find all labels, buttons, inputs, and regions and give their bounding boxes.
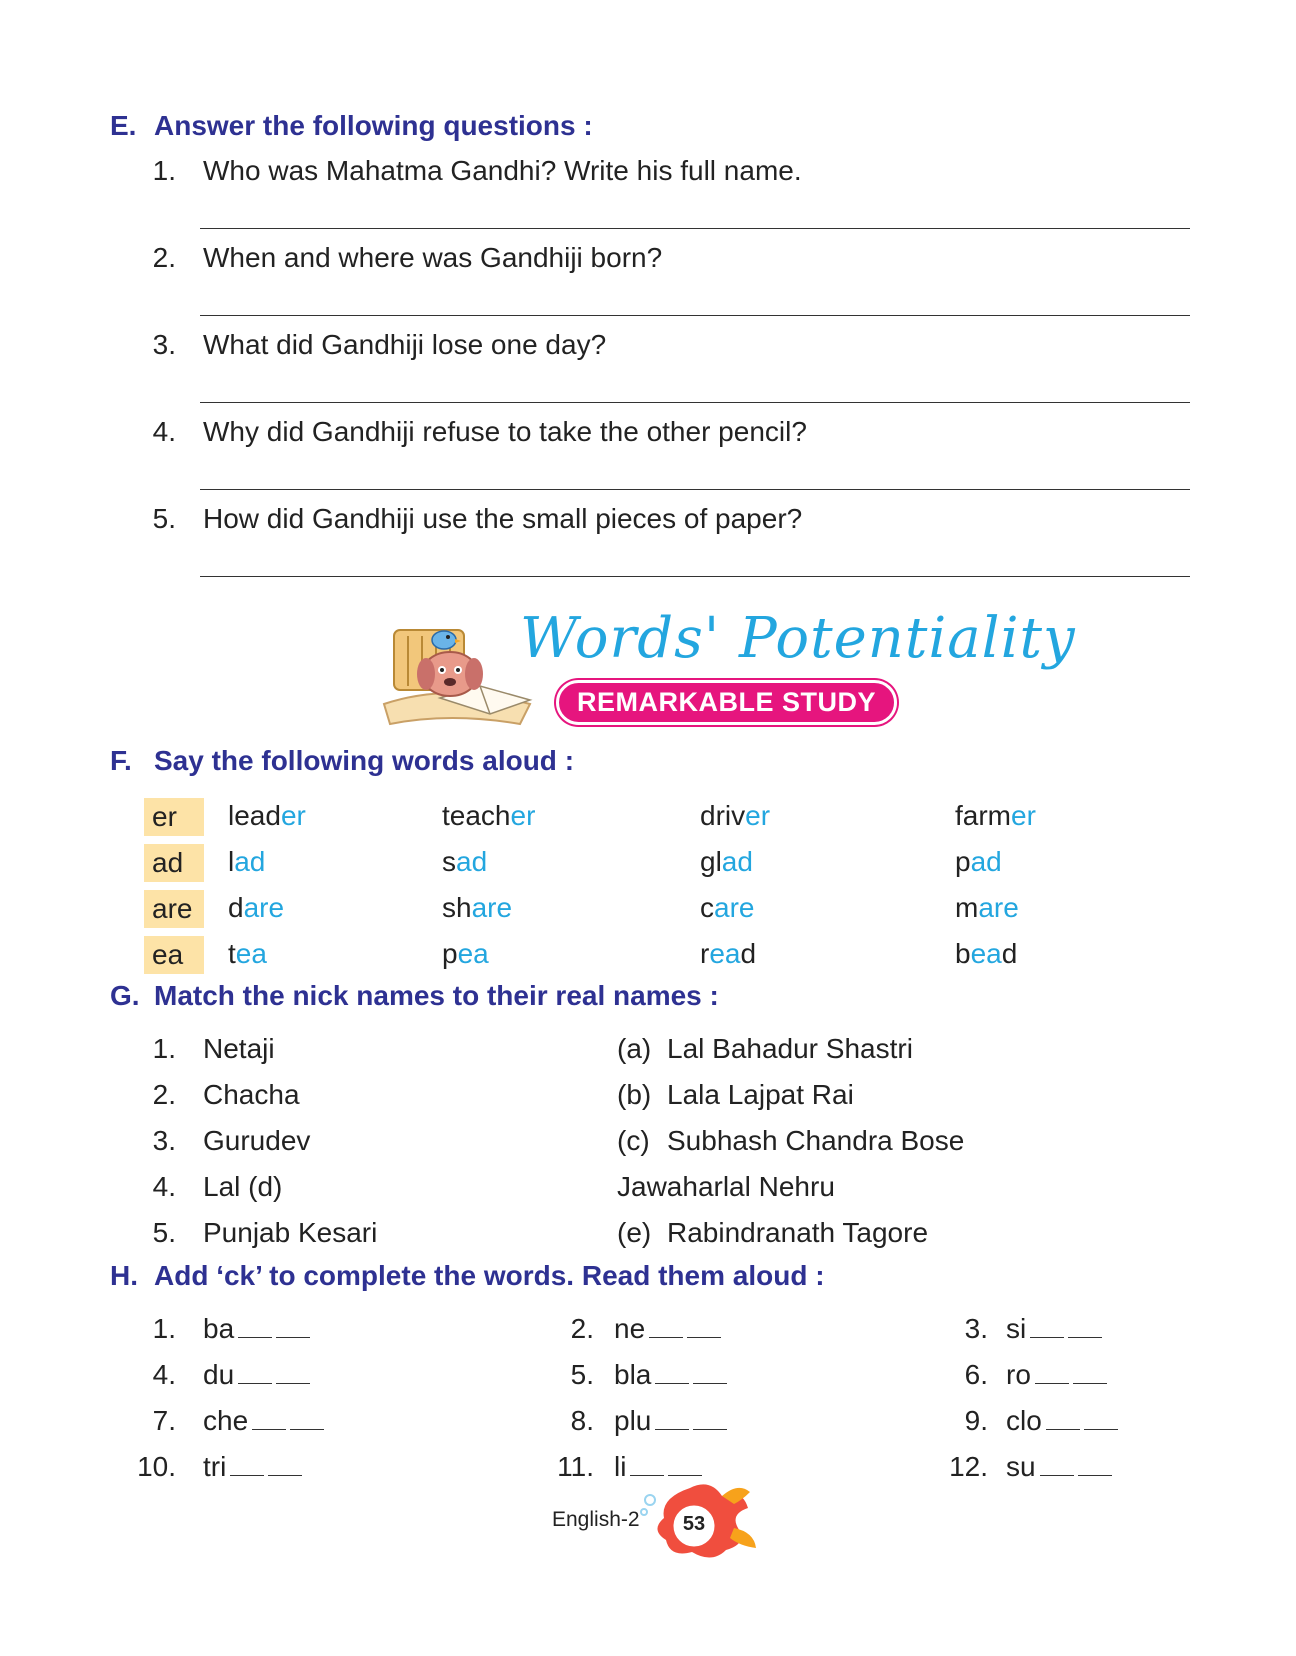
question-number: 4. [152,416,176,447]
question-text: How did Gandhiji use the small pieces of paper? [203,503,803,534]
section-letter: F. [110,745,132,776]
word: leader [228,800,306,831]
answer-line[interactable] [200,315,1190,316]
nickname-item: 4. Lal (d) [152,1171,283,1202]
realname-item: (a) Lal Bahadur Shastri [617,1033,913,1064]
nickname-item: 1. Netaji [152,1033,275,1064]
question-number: 5. [152,503,176,534]
answer-line[interactable] [200,402,1190,403]
question-item [0,329,1296,369]
words-potentiality-banner [380,606,1076,732]
question-text: What did Gandhiji lose one day? [203,329,607,360]
question-text: Who was Mahatma Gandhi? Write his full name. [203,155,802,186]
section-title: Match the nick names to their real names : [154,980,719,1011]
word: glad [700,846,753,877]
word: sad [442,846,488,877]
section-letter: H. [110,1260,138,1291]
section-f-heading [110,745,574,777]
question-number: 1. [152,155,176,186]
answer-line[interactable] [200,228,1190,229]
question-number: 2. [152,242,176,273]
page-number: 53 [682,1513,706,1535]
word: bead [955,938,1018,969]
realname-item: (b) Lala Lajpat Rai [617,1079,854,1110]
word: lad [228,846,266,877]
word: dare [228,892,285,923]
question-text: When and where was Gandhiji born? [203,242,663,273]
word: driver [700,800,771,831]
nickname-item: 2. Chacha [152,1079,300,1110]
word: farmer [955,800,1036,831]
suffix-label: ea [144,936,204,974]
question-text: Why did Gandhiji refuse to take the other pencil? [203,416,807,447]
banner-subtitle-pill: REMARKABLE STUDY [556,680,897,725]
section-title: Answer the following questions : [154,110,593,141]
word: pad [955,846,1002,877]
word: teacher [442,800,536,831]
question-item [0,242,1296,282]
suffix-label: ad [144,844,204,882]
realname-item: Jawaharlal Nehru [617,1171,835,1202]
section-e-heading [110,110,593,142]
word: mare [955,892,1019,923]
nickname-item: 3. Gurudev [152,1125,311,1156]
section-h-heading [110,1260,825,1292]
word: read [700,938,757,969]
nickname-item: 5. Punjab Kesari [152,1217,378,1248]
section-letter: G. [110,980,140,1011]
question-item [0,155,1296,195]
section-g-heading [110,980,719,1012]
suffix-label: are [144,890,204,928]
word: tea [228,938,267,969]
question-item [0,416,1296,456]
answer-line[interactable] [200,576,1190,577]
realname-item: (e) Rabindranath Tagore [617,1217,929,1248]
section-title: Add ‘ck’ to complete the words. Read them aloud : [154,1260,825,1291]
word: share [442,892,513,923]
answer-line[interactable] [200,489,1190,490]
banner-title: Words' Potentiality [520,606,1076,671]
section-title: Say the following words aloud : [154,745,575,776]
word: care [700,892,755,923]
question-item [0,503,1296,543]
suffix-label: er [144,798,204,836]
realname-item: (c) Subhash Chandra Bose [617,1125,965,1156]
section-letter: E. [110,110,137,141]
word: pea [442,938,489,969]
question-number: 3. [152,329,176,360]
footer-book-label: English-2 [552,1508,640,1531]
